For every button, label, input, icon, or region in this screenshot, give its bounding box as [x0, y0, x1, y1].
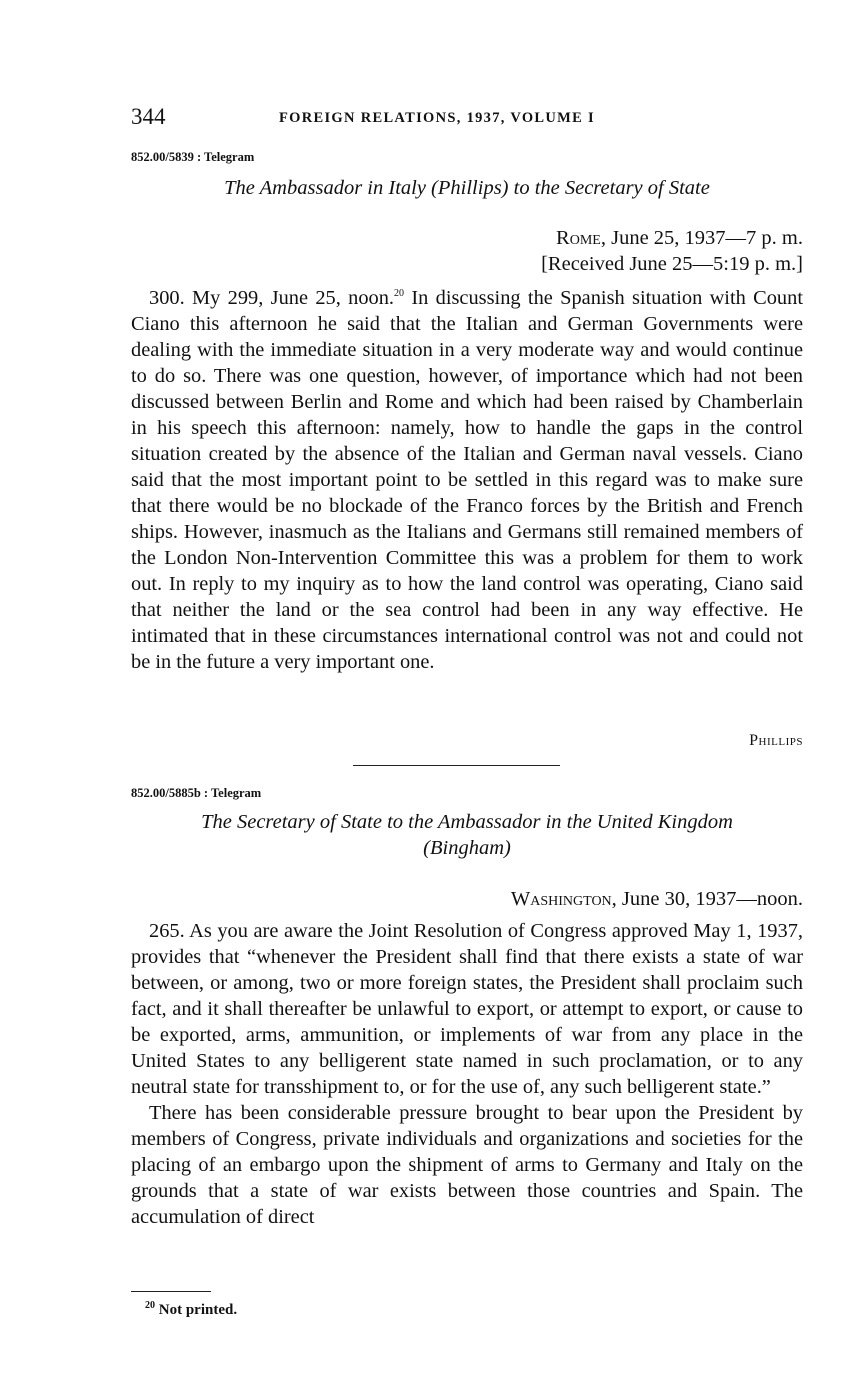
footnote-text: Not printed. [155, 1302, 238, 1318]
running-head: FOREIGN RELATIONS, 1937, VOLUME I [279, 110, 595, 126]
footnote-reference: 20 [394, 288, 405, 300]
page-number: 344 [131, 104, 166, 129]
doc2-dateline [511, 886, 803, 912]
doc2-title-line1: The Secretary of State to the Ambassador in the United Kingdom [201, 811, 733, 833]
doc2-date: , June 30, 1937—noon. [611, 888, 803, 910]
doc1-place: Rome [556, 227, 601, 249]
doc2-place: Washington [510, 888, 612, 910]
doc1-received: [Received June 25—5:19 p. m.] [541, 253, 803, 275]
doc1-title: The Ambassador in Italy (Phillips) to the Secretary of State [224, 177, 710, 199]
doc1-date: , June 25, 1937—7 p. m. [600, 227, 803, 249]
page-header [131, 104, 803, 134]
doc1-paragraph [131, 285, 803, 675]
section-divider [353, 765, 560, 766]
doc1-para-rest: In discussing the Spanish situation with Count Ciano this afternoon he said that the Italian and German Governments were dealing with the immediate situation in a very moderate way and would continue to do so. There was one question, however, of importance which had not been discussed between Berlin and Rome and which had been raised by Chamberlain in his speech this afternoon: namely, how to handle the gaps in the control situation created by the absence of the Italian and German naval vessels. Ciano said that the most important point to be settled in this regard was to make sure that there would be no blockade of the Franco forces by the British and French ships. However, inasmuch as the Italians and Germans still remained members of the London Non-Intervention Committee this was a problem for them to work out. In reply to my inquiry as to how the land control was operating, Ciano said that neither the land or the sea control had been in any way effective. He intimated that in these circumstances international control was not and could not be in the future a very important one. [131, 287, 803, 673]
doc2-file-number: 852.00/5885b : Telegram [131, 786, 262, 800]
doc1-dateline [556, 225, 803, 251]
doc2-body [131, 918, 803, 1230]
doc1-body [131, 285, 803, 675]
doc2-paragraph-1: 265. As you are aware the Joint Resolution of Congress approved May 1, 1937, provides that “whenever the President shall find that there exists a state of war between, or among, two or more foreign states, the President shall proclaim such fact, and it shall thereafter be unlawful to export, or attempt to export, or cause to be exported, arms, ammunition, or implements of war from any place in the United States to any belligerent state named in such proclamation, or to any neutral state for transshipment to, or for the use of, any such belligerent state.” [131, 920, 803, 1098]
footnote-rule [131, 1291, 211, 1292]
doc1-signature: Phillips [749, 732, 803, 749]
doc2-title-line2: (Bingham) [423, 837, 511, 859]
doc2-paragraph-2: There has been considerable pressure brought to bear upon the President by members of Congress, private individuals and organizations and societies for the placing of an embargo upon the shipment of arms to Germany and Italy on the grounds that a state of war exists between those countries and Spain. The accumulation of direct [131, 1102, 803, 1228]
doc1-file-number: 852.00/5839 : Telegram [131, 150, 255, 164]
footnote-number: 20 [145, 1300, 155, 1311]
doc1-para-lead: 300. My 299, June 25, noon. [149, 287, 395, 309]
footnote [145, 1302, 237, 1319]
